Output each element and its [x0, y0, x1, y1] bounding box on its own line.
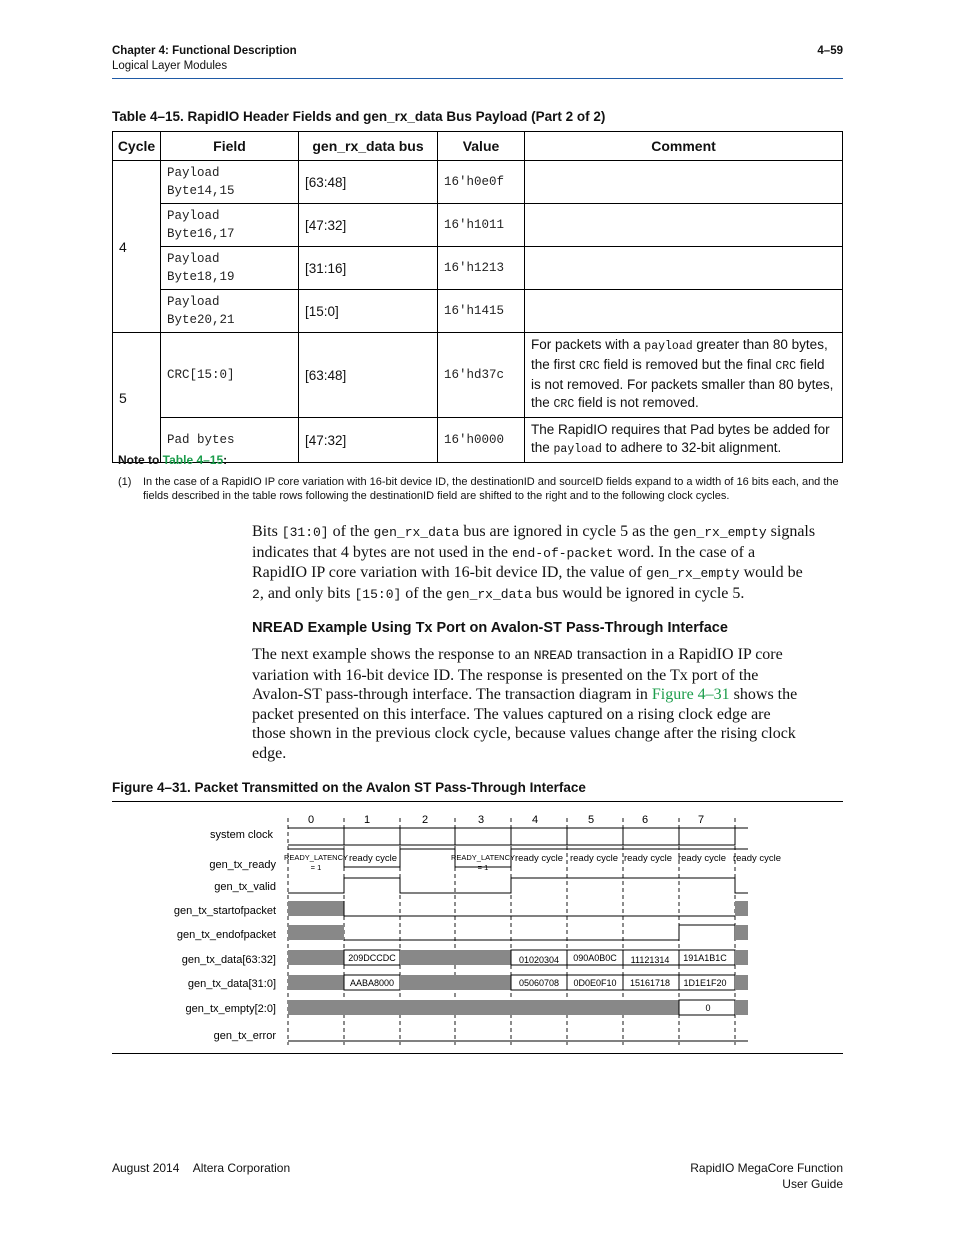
comment-cell: [525, 247, 843, 290]
col-field: Field: [161, 132, 299, 161]
field-cell: Payload Byte18,19: [161, 247, 299, 290]
field-cell: Payload Byte16,17: [161, 204, 299, 247]
table-header-row: [113, 132, 843, 161]
bus-cell: [47:32]: [299, 204, 438, 247]
signal-label: gen_tx_empty[2:0]: [185, 1003, 276, 1015]
table-note-heading: Note to Table 4–15:: [118, 453, 228, 467]
cycle-number: 3: [477, 814, 485, 826]
figure-link[interactable]: Figure 4–31: [651, 686, 730, 703]
data-lo-value: 1D1E1F20: [683, 978, 727, 988]
col-cycle: Cycle: [113, 132, 161, 161]
data-hi-value: 209DCCDC: [348, 953, 396, 963]
chapter-title: Chapter 4: Functional Description: [112, 45, 297, 57]
bus-cell: [63:48]: [299, 161, 438, 204]
comment-cell: [525, 204, 843, 247]
data-hi-value: 191A1B1C: [683, 953, 727, 963]
cycle-number: 6: [641, 814, 649, 826]
bus-cell: [63:48]: [299, 333, 438, 418]
cycle-number: 0: [307, 814, 315, 826]
data-hi-value: 01020304: [518, 955, 560, 965]
table-row: [113, 333, 843, 418]
ready-latency-label: = 1: [477, 863, 489, 872]
paragraph-bits: Bits [31:0] of the gen_rx_data bus are ignored in cycle 5 as the gen_rx_empty signals indicates that 4 bytes are not used in the end-of-packet word. In the case of a RapidIO IP core variation with 16-bit device ID, the value of gen_rx_empty would be 2, and only bits [15:0] of the gen_rx_data bus would be ignored in cycle 5.: [252, 523, 816, 602]
table-link[interactable]: Table 4–15: [162, 453, 224, 467]
data-hi-value: 090A0B0C: [573, 953, 617, 963]
ready-latency-label: READY_LATENCY: [450, 853, 516, 862]
bus-cell: [31:16]: [299, 247, 438, 290]
data-lo-value: AABA8000: [349, 978, 395, 988]
data-lo-value: 05060708: [518, 978, 560, 988]
comment-cell: For packets with a payload greater than 80 bytes, the first CRC field is removed but the final CRC field is not removed. For packets smaller than 80 bytes, the CRC field is not removed.: [525, 333, 843, 418]
signal-label: gen_tx_endofpacket: [176, 929, 276, 941]
comment-cell: [525, 290, 843, 333]
signal-label: gen_tx_startofpacket: [173, 905, 276, 917]
figure-top-rule: [112, 801, 843, 802]
page-number: 4–59: [817, 45, 843, 57]
field-cell: CRC[15:0]: [161, 333, 299, 418]
data-lo-value: 15161718: [629, 978, 671, 988]
table-caption: Table 4–15. RapidIO Header Fields and gen_rx_data Bus Payload (Part 2 of 2): [112, 109, 606, 124]
ready-cycle-label: ready cycle: [623, 853, 673, 864]
note-number: (1): [118, 476, 132, 488]
data-hi-value: 11121314: [630, 955, 670, 965]
empty-dontcare: [288, 1000, 679, 1015]
cycle-cell: 4: [113, 161, 161, 333]
bus-cell: [47:32]: [299, 418, 438, 463]
cycle-number: 1: [363, 814, 371, 826]
field-cell: Pad bytes: [161, 418, 299, 463]
clock-waveform: [288, 828, 748, 845]
signal-label: gen_tx_data[31:0]: [187, 978, 276, 990]
bus-cell: [15:0]: [299, 290, 438, 333]
paragraph-nread: The next example shows the response to an NREAD transaction in a RapidIO IP core variation with 16-bit device ID. The response is presented on the Tx port of the Avalon-ST pass-through interface. The transaction diagram in Figure 4–31 shows the packet presented on this interface. The values captured on a rising clock edge are those shown in the previous clock cycle, because values change after the rising clock edge.: [252, 646, 798, 762]
ready-cycle-label: ready cycle: [677, 853, 727, 864]
signal-label: gen_tx_valid: [214, 881, 276, 893]
timing-diagram: [112, 805, 843, 1050]
ready-latency-label: READY_LATENCY: [283, 853, 349, 862]
field-cell: Payload Byte14,15: [161, 161, 299, 204]
table-row: [113, 204, 843, 247]
data-lo-value: 0D0E0F10: [573, 978, 617, 988]
col-comment: Comment: [525, 132, 843, 161]
signal-label: gen_tx_ready: [209, 859, 276, 871]
figure-caption: Figure 4–31. Packet Transmitted on the Avalon ST Pass-Through Interface: [112, 780, 586, 795]
note-text: In the case of a RapidIO IP core variation with 16-bit device ID, the destinationID and sourceID fields expand to a width of 16 bits each, and the fields described in the table rows following the destinationID field are shifted to the right and to the following clock cycles.: [143, 476, 839, 502]
value-cell: 16'h0e0f: [438, 161, 525, 204]
footer-right: RapidIO MegaCore Function User Guide: [690, 1161, 843, 1191]
field-cell: Payload Byte20,21: [161, 290, 299, 333]
ready-cycle-label: ready cycle: [732, 853, 782, 864]
figure-bottom-rule: [112, 1053, 843, 1054]
value-cell: 16'hd37c: [438, 333, 525, 418]
table-row: [113, 290, 843, 333]
value-cell: 16'h0000: [438, 418, 525, 463]
ready-cycle-label: ready cycle: [348, 853, 398, 864]
value-cell: 16'h1213: [438, 247, 525, 290]
sop-dontcare: [288, 901, 344, 916]
sop-waveform: [344, 901, 735, 916]
table-row: [113, 247, 843, 290]
cycle-number: 2: [421, 814, 429, 826]
eop-dontcare: [288, 925, 344, 940]
ready-cycle-label: ready cycle: [514, 853, 564, 864]
signal-label: system clock: [210, 829, 273, 841]
signal-label: gen_tx_error: [213, 1030, 276, 1042]
header-fields-table: [112, 131, 843, 463]
ready-latency-label: = 1: [310, 863, 322, 872]
cycle-number: 4: [531, 814, 539, 826]
comment-cell: [525, 161, 843, 204]
ready-cycle-label: ready cycle: [569, 853, 619, 864]
header-rule: [112, 78, 843, 79]
comment-cell: The RapidIO requires that Pad bytes be added for the payload to adhere to 32-bit alignment.: [525, 418, 843, 463]
cycle-number: 5: [587, 814, 595, 826]
cycle-cell: 5: [113, 333, 161, 463]
section-title: Logical Layer Modules: [112, 60, 228, 72]
empty-value: 0: [705, 1003, 711, 1013]
signal-label: gen_tx_data[63:32]: [181, 954, 276, 966]
table-row: [113, 161, 843, 204]
col-value: Value: [438, 132, 525, 161]
col-bus: gen_rx_data bus: [299, 132, 438, 161]
cycle-number: 7: [697, 814, 705, 826]
section-heading: NREAD Example Using Tx Port on Avalon-ST Pass-Through Interface: [252, 620, 728, 636]
value-cell: 16'h1415: [438, 290, 525, 333]
eop-waveform: [344, 925, 735, 940]
value-cell: 16'h1011: [438, 204, 525, 247]
footer-left: August 2014 Altera Corporation: [112, 1161, 291, 1175]
